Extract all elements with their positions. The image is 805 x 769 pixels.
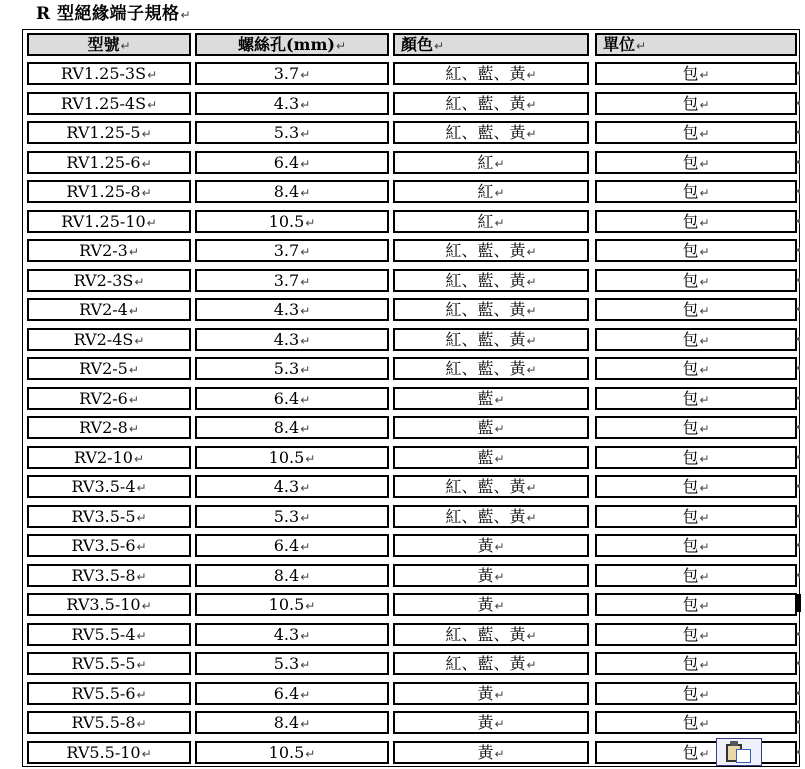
cell-color: 紅↵ xyxy=(393,210,589,233)
cell-screw-hole: 10.5↵ xyxy=(195,741,389,764)
cell-unit: 包↵ xyxy=(595,210,797,233)
row-end-marker xyxy=(796,100,800,106)
cell-unit: 包↵ xyxy=(595,505,797,528)
table-row xyxy=(23,413,799,442)
table-row xyxy=(23,59,799,88)
title-text: R 型絕緣端子規格 xyxy=(36,4,180,24)
cell-model: RV2-4↵ xyxy=(27,298,191,321)
cell-unit: 包↵ xyxy=(595,416,797,439)
cell-unit: 包↵ xyxy=(595,92,797,115)
spec-table xyxy=(22,29,800,767)
cell-color: 紅、藍、黃↵ xyxy=(393,475,589,498)
cell-model: RV3.5-5↵ xyxy=(27,505,191,528)
cell-color: 紅、藍、黃↵ xyxy=(393,92,589,115)
cell-screw-hole: 8.4↵ xyxy=(195,564,389,587)
cell-model: RV2-5↵ xyxy=(27,357,191,380)
cell-screw-hole: 4.3↵ xyxy=(195,475,389,498)
cell-model: RV2-6↵ xyxy=(27,387,191,410)
cell-unit: 包↵ xyxy=(595,711,797,734)
table-row xyxy=(23,295,799,324)
cell-model: RV5.5-10↵ xyxy=(27,741,191,764)
table-row xyxy=(23,118,799,147)
document-sheet-icon xyxy=(736,749,751,763)
cell-color: 紅、藍、黃↵ xyxy=(393,298,589,321)
table-row xyxy=(23,502,799,531)
table-row xyxy=(23,531,799,560)
cell-model: RV2-10↵ xyxy=(27,446,191,469)
cell-screw-hole: 3.7↵ xyxy=(195,239,389,262)
table-row xyxy=(23,148,799,177)
cell-screw-hole: 5.3↵ xyxy=(195,357,389,380)
row-end-marker xyxy=(796,424,800,430)
cell-color: 黃↵ xyxy=(393,711,589,734)
cell-color: 紅、藍、黃↵ xyxy=(393,239,589,262)
cell-screw-hole: 6.4↵ xyxy=(195,151,389,174)
cell-unit: 包↵ xyxy=(595,446,797,469)
cell-screw-hole: 8.4↵ xyxy=(195,416,389,439)
table-row xyxy=(23,177,799,206)
cell-model: RV3.5-8↵ xyxy=(27,564,191,587)
table-row xyxy=(23,207,799,236)
cell-screw-hole: 10.5↵ xyxy=(195,593,389,616)
cell-unit: 包↵ xyxy=(595,534,797,557)
cell-unit: 包↵ xyxy=(595,180,797,203)
row-end-marker xyxy=(796,660,800,666)
cell-screw-hole: 4.3↵ xyxy=(195,623,389,646)
cell-screw-hole: 3.7↵ xyxy=(195,62,389,85)
row-end-marker xyxy=(796,513,800,519)
cell-color: 黃↵ xyxy=(393,534,589,557)
cell-unit: 包↵ xyxy=(595,623,797,646)
cell-color: 藍↵ xyxy=(393,387,589,410)
cell-color: 黃↵ xyxy=(393,741,589,764)
row-end-marker xyxy=(796,336,800,342)
cell-color: 紅、藍、黃↵ xyxy=(393,652,589,675)
row-end-marker xyxy=(796,483,800,489)
header-unit: 單位↵ xyxy=(595,33,797,56)
cell-unit: 包↵ xyxy=(595,121,797,144)
row-end-marker xyxy=(796,159,800,165)
row-end-marker xyxy=(796,306,800,312)
cell-model: RV3.5-4↵ xyxy=(27,475,191,498)
cell-model: RV5.5-6↵ xyxy=(27,682,191,705)
cell-model: RV3.5-6↵ xyxy=(27,534,191,557)
row-end-marker xyxy=(796,454,800,460)
cell-model: RV1.25-8↵ xyxy=(27,180,191,203)
table-row xyxy=(23,472,799,501)
cell-model: RV2-4S↵ xyxy=(27,328,191,351)
cell-unit: 包↵ xyxy=(595,564,797,587)
row-end-marker xyxy=(796,719,800,725)
cell-model: RV1.25-6↵ xyxy=(27,151,191,174)
table-row xyxy=(23,679,799,708)
header-screw-hole: 螺絲孔(mm)↵ xyxy=(195,33,389,56)
table-row xyxy=(23,620,799,649)
cell-screw-hole: 6.4↵ xyxy=(195,682,389,705)
cell-unit: 包↵ xyxy=(595,475,797,498)
cell-screw-hole: 8.4↵ xyxy=(195,711,389,734)
document-title xyxy=(36,4,191,25)
cell-model: RV1.25-10↵ xyxy=(27,210,191,233)
cell-color: 藍↵ xyxy=(393,416,589,439)
cell-screw-hole: 10.5↵ xyxy=(195,446,389,469)
cell-screw-hole: 6.4↵ xyxy=(195,534,389,557)
table-row xyxy=(23,561,799,590)
row-end-marker xyxy=(796,395,800,401)
cell-color: 紅、藍、黃↵ xyxy=(393,505,589,528)
cell-model: RV2-3↵ xyxy=(27,239,191,262)
table-row xyxy=(23,325,799,354)
cell-model: RV3.5-10↵ xyxy=(27,593,191,616)
row-end-marker xyxy=(796,749,800,755)
cell-unit: 包↵ xyxy=(595,62,797,85)
table-row xyxy=(23,443,799,472)
cell-color: 紅↵ xyxy=(393,180,589,203)
clipboard-clip-icon xyxy=(730,741,738,746)
cell-unit: 包↵ xyxy=(595,741,797,764)
cell-unit: 包↵ xyxy=(595,682,797,705)
table-row xyxy=(23,738,799,767)
row-end-marker xyxy=(796,129,800,135)
cell-unit: 包↵ xyxy=(595,239,797,262)
cell-model: RV2-8↵ xyxy=(27,416,191,439)
cell-color: 黃↵ xyxy=(393,593,589,616)
header-model: 型號↵ xyxy=(27,33,191,56)
cell-color: 紅、藍、黃↵ xyxy=(393,357,589,380)
row-end-marker xyxy=(796,70,800,76)
paragraph-mark: ↵ xyxy=(180,8,192,22)
cell-screw-hole: 6.4↵ xyxy=(195,387,389,410)
cell-color: 紅、藍、黃↵ xyxy=(393,121,589,144)
table-row xyxy=(23,266,799,295)
cell-unit: 包↵ xyxy=(595,593,797,616)
cell-unit: 包↵ xyxy=(595,652,797,675)
row-end-marker xyxy=(796,631,800,637)
cell-color: 紅、藍、黃↵ xyxy=(393,269,589,292)
cell-model: RV5.5-4↵ xyxy=(27,623,191,646)
table-row xyxy=(23,590,799,619)
cell-screw-hole: 8.4↵ xyxy=(195,180,389,203)
row-end-marker xyxy=(796,218,800,224)
table-row xyxy=(23,89,799,118)
cell-color: 黃↵ xyxy=(393,564,589,587)
row-end-marker xyxy=(796,247,800,253)
cell-unit: 包↵ xyxy=(595,328,797,351)
cell-unit: 包↵ xyxy=(595,387,797,410)
cell-unit: 包↵ xyxy=(595,269,797,292)
cell-model: RV1.25-4S↵ xyxy=(27,92,191,115)
cell-color: 紅↵ xyxy=(393,151,589,174)
cell-unit: 包↵ xyxy=(595,151,797,174)
cell-unit: 包↵ xyxy=(595,357,797,380)
cell-color: 紅、藍、黃↵ xyxy=(393,623,589,646)
column-edge-marker xyxy=(795,594,801,612)
paste-options-icon[interactable] xyxy=(716,738,762,766)
header-color: 顏色↵ xyxy=(393,33,589,56)
table-row xyxy=(23,649,799,678)
cell-screw-hole: 3.7↵ xyxy=(195,269,389,292)
cell-color: 紅、藍、黃↵ xyxy=(393,62,589,85)
cell-model: RV5.5-8↵ xyxy=(27,711,191,734)
table-row xyxy=(23,384,799,413)
row-end-marker xyxy=(796,365,800,371)
table-row xyxy=(23,236,799,265)
table-header-row xyxy=(23,30,799,59)
cell-model: RV1.25-3S↵ xyxy=(27,62,191,85)
cell-color: 黃↵ xyxy=(393,682,589,705)
cell-screw-hole: 4.3↵ xyxy=(195,328,389,351)
cell-color: 藍↵ xyxy=(393,446,589,469)
cell-unit: 包↵ xyxy=(595,298,797,321)
cell-screw-hole: 5.3↵ xyxy=(195,652,389,675)
cell-screw-hole: 10.5↵ xyxy=(195,210,389,233)
cell-model: RV2-3S↵ xyxy=(27,269,191,292)
row-end-marker xyxy=(796,690,800,696)
row-end-marker xyxy=(796,572,800,578)
row-end-marker xyxy=(796,188,800,194)
cell-screw-hole: 5.3↵ xyxy=(195,505,389,528)
cell-screw-hole: 5.3↵ xyxy=(195,121,389,144)
row-end-marker xyxy=(796,542,800,548)
cell-model: RV5.5-5↵ xyxy=(27,652,191,675)
table-row xyxy=(23,708,799,737)
row-end-marker xyxy=(796,277,800,283)
cell-screw-hole: 4.3↵ xyxy=(195,298,389,321)
table-row xyxy=(23,354,799,383)
cell-color: 紅、藍、黃↵ xyxy=(393,328,589,351)
cell-screw-hole: 4.3↵ xyxy=(195,92,389,115)
cell-model: RV1.25-5↵ xyxy=(27,121,191,144)
